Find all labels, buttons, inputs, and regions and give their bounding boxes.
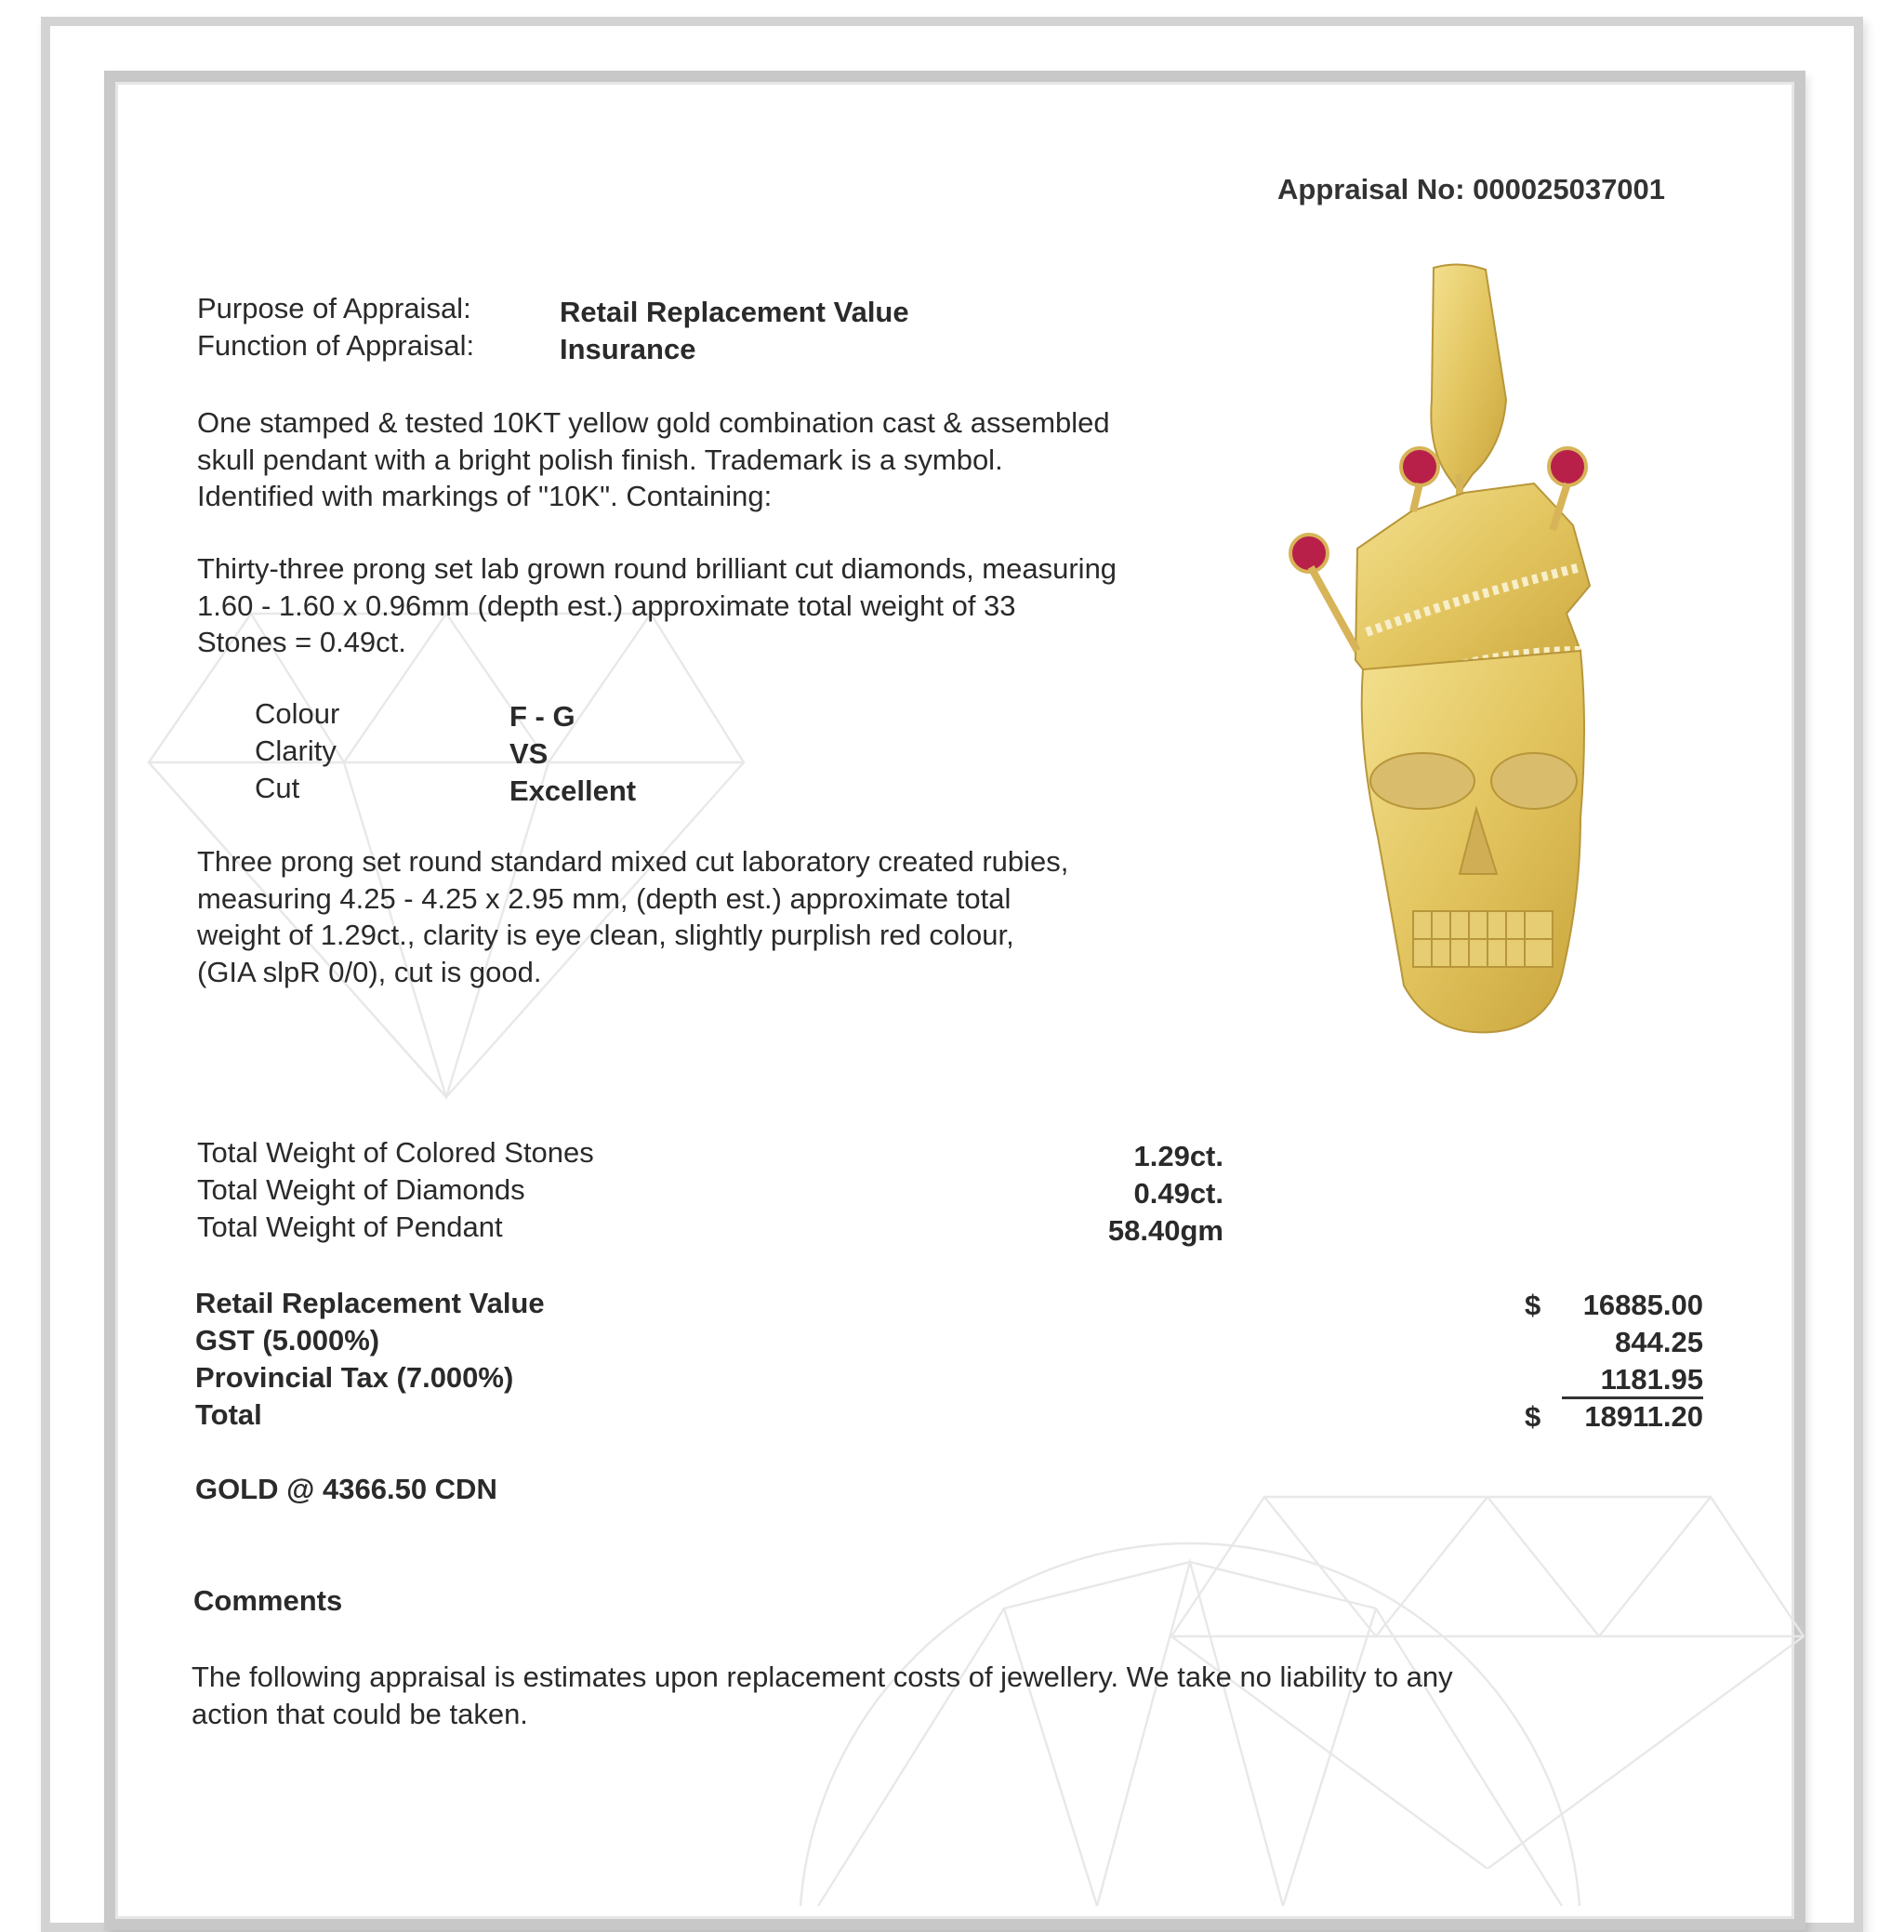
- appraisal-number: Appraisal No: 000025037001: [1277, 173, 1666, 205]
- purpose-label: Purpose of Appraisal:: [197, 292, 471, 324]
- function-label: Function of Appraisal:: [197, 329, 475, 362]
- comments-heading: Comments: [193, 1584, 343, 1617]
- valuation-label-gst: GST (5.000%): [195, 1324, 380, 1356]
- diamond-description: Thirty-three prong set lab grown round brilliant cut diamonds, measuring 1.60 - 1.60 x 0.96mm (depth est.) approximate total weight of 33 Stones = 0.49ct.: [197, 552, 1117, 658]
- grade-value: VS: [509, 737, 549, 770]
- valuation-amount-total: 18911.20: [1584, 1400, 1703, 1433]
- valuation-label-retail: Retail Replacement Value: [195, 1287, 545, 1319]
- function-value: Insurance: [560, 333, 696, 365]
- valuation-amount-provincial-tax: 1181.95: [1562, 1363, 1703, 1399]
- weight-label-diamonds: Total Weight of Diamonds: [197, 1173, 525, 1206]
- weight-label-colored-stones: Total Weight of Colored Stones: [197, 1136, 594, 1169]
- ruby-icon: [1549, 448, 1586, 485]
- weight-value-pendant: 58.40gm: [1107, 1214, 1223, 1247]
- purpose-value: Retail Replacement Value: [560, 296, 909, 328]
- gold-price: GOLD @ 4366.50 CDN: [195, 1473, 497, 1505]
- valuation-label-total: Total: [195, 1398, 262, 1431]
- grade-value: Excellent: [509, 774, 637, 807]
- comments-text: The following appraisal is estimates upon replacement costs of jewellery. We take no liability to any action that could be taken.: [192, 1661, 1453, 1730]
- currency-symbol: $: [1525, 1400, 1541, 1433]
- valuation-amount-gst: 844.25: [1615, 1326, 1703, 1358]
- currency-symbol: $: [1525, 1289, 1541, 1321]
- grade-label: Clarity: [255, 734, 337, 767]
- grade-label: Colour: [255, 697, 340, 730]
- ruby-description: Three prong set round standard mixed cut laboratory created rubies, measuring 4.25 - 4.25 x 2.95 mm, (depth est.) approximate total weight of 1.29ct., clarity is eye clean, slightly purplish red colour, (GIA slpR 0/0), cut is good.: [197, 845, 1069, 988]
- ruby-icon: [1401, 448, 1438, 485]
- valuation-label-provincial-tax: Provincial Tax (7.000%): [195, 1361, 514, 1394]
- grade-value: F - G: [509, 700, 575, 733]
- weight-value-colored-stones: 1.29ct.: [1133, 1140, 1223, 1172]
- skull-pendant-image: [1274, 260, 1646, 1041]
- weight-label-pendant: Total Weight of Pendant: [197, 1211, 503, 1243]
- ruby-icon: [1290, 535, 1328, 572]
- item-description: One stamped & tested 10KT yellow gold combination cast & assembled skull pendant with a bright polish finish. Trademark is a symbol. Identified with markings of "10K". Containing:: [197, 406, 1110, 512]
- valuation-amount-retail: 16885.00: [1582, 1289, 1703, 1321]
- grade-label: Cut: [255, 772, 300, 804]
- weight-value-diamonds: 0.49ct.: [1133, 1177, 1223, 1210]
